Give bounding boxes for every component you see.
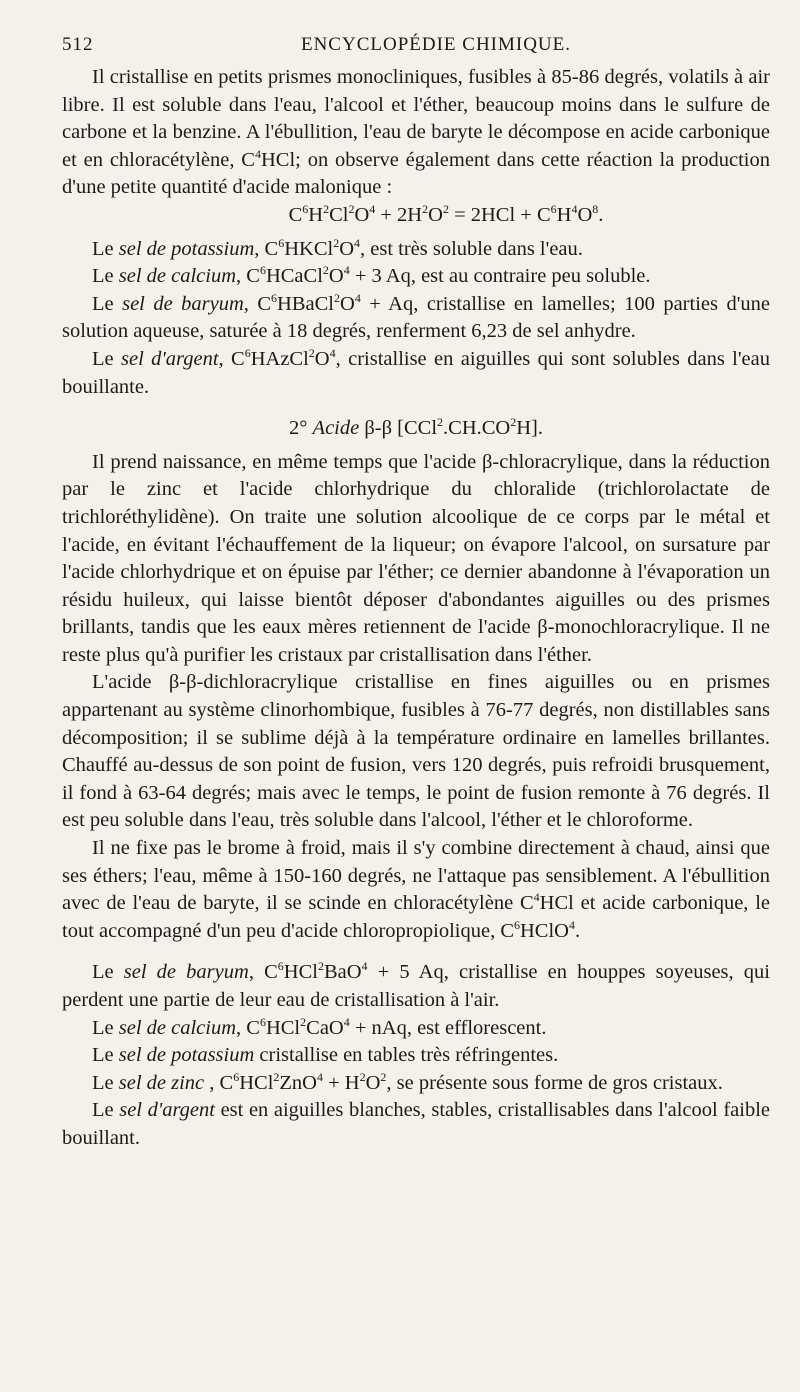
salt-argent: Le sel d'argent, $C^6HAzCl^2O^4$, cristallise en aiguilles qui sont solubles dans l'eau bouillante.: [62, 346, 771, 398]
paragraph-brome: Il ne fixe pas le brome à froid, mais il s'y combine directement à chaud, ainsi que ses éthers; l'eau, même à 150-160 degrés, ne l'attaque pas sensiblement. A l'ébullition avec de l'eau de baryte, il se scinde en chloracétylène $C^4HCl$ et acide carbonique, le tout accompagné d'un peu d'acide chloropropiolique, $C^6HClO^4$.: [62, 837, 770, 942]
salt2-argent: Le sel d'argent est en aiguilles blanches, stables, cristallisables dans l'alcool faible bouillant.: [62, 1099, 770, 1149]
paragraph-preparation: Il prend naissance, en même temps que l'acide β-chloracrylique, dans la réduction par le zinc et l'acide chlorhydrique du chloralide (trichlorolactate de trichloréthylidène). On traite une solution alcoolique de ce corps par le métal et l'acide, en évitant l'échauffement de la liqueur; on évapore l'alcool, on sursature par l'acide chlorhydrique et on épuise par l'éther; ce dernier abandonne à l'évaporation un résidu huileux, qui laisse bientôt déposer d'abondantes aiguilles ou des prismes brillants, tandis que les eaux mères retiennent de l'acide β-monochloracrylique. Il ne reste plus qu'à purifier les cristaux par cristallisation dans l'éther.: [62, 450, 770, 666]
equation: $C^6H^2Cl^2O^4 + 2H^2O^2 = 2HCl + C^6H^4O^8$.: [288, 202, 604, 226]
page-number: 512: [62, 34, 94, 55]
salt-baryum: Le sel de baryum, $C^6HBaCl^2O^4 + Aq$, cristallise en lamelles; 100 parties d'une solution aqueuse, saturée à 18 degrés, renferment 6,23 de sel anhydre.: [62, 290, 770, 343]
salt2-potassium: Le sel de potassium cristallise en tables très réfringentes.: [92, 1044, 559, 1067]
paragraph-properties: L'acide β-β-dichloracrylique cristallise en fines aiguilles ou en prismes appartenant au système clinorhombique, fusibles à 76-77 degrés, non distillables sans décomposition; il se sublime déjà à la température ordinaire en lamelles brillantes. Chauffé au-dessus de son point de fusion, vers 120 degrés, puis refroidi brusquement, il fond à 63-64 degrés; mais avec le temps, le point de fusion remonte à 76 degrés. Il est peu soluble dans l'eau, très soluble dans l'alcool, l'éther et le chloroforme.: [62, 671, 770, 832]
salt-calcium: Le sel de calcium, $C^6HCaCl^2O^4 + 3$ Aq, est au contraire peu soluble.: [92, 263, 651, 288]
page-header: [62, 34, 770, 64]
salt2-zinc: Le sel de zinc , $C^6HCl^2ZnO^4 + H^2O^2$, se présente sous forme de gros cristaux.: [92, 1069, 723, 1094]
salt2-baryum: Le sel de baryum, $C^6HCl^2BaO^4 + 5$ Aq, cristallise en houppes soyeuses, qui perdent une partie de leur eau de cristallisation à l'air.: [62, 959, 770, 1011]
salt-potassium: Le sel de potassium, $C^6HKCl^2O^4$, est très soluble dans l'eau.: [92, 235, 583, 260]
section-title: 2° Acide β-β $[CCl^2.CH.CO^2H]$.: [288, 415, 544, 440]
salt2-calcium: Le sel de calcium, $C^6HCl^2CaO^4$ + nAq, est efflorescent.: [92, 1014, 547, 1039]
paragraph-properties-chloro: Il cristallise en petits prismes monocliniques, fusibles à 85-86 degrés, volatils à air libre. Il est soluble dans l'eau, l'alcool et l'éther, beaucoup moins dans le sulfure de carbone et la benzine. A l'ébullition, l'eau de baryte le décompose en acide carbonique et en chloracétylène, $C^4HCl$; on observe également dans cette réaction la production d'une petite quantité d'acide malonique :: [62, 66, 770, 199]
running-title: ENCYCLOPÉDIE CHIMIQUE.: [300, 34, 572, 55]
body-text: [62, 64, 770, 1153]
